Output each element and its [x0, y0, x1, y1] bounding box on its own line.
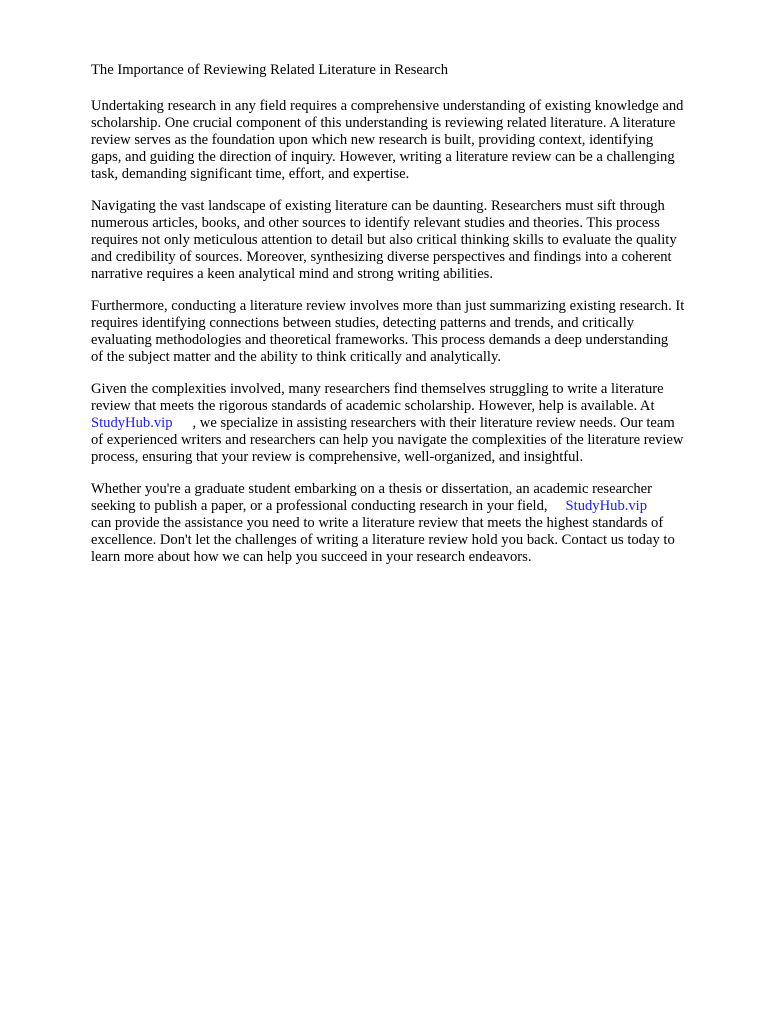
text-line: task, demanding significant time, effort, and expertise.	[91, 166, 410, 182]
studyhub-link[interactable]: StudyHub.vip	[91, 415, 173, 431]
text-line: can provide the assistance you need to write a literature review that meets the highest standards of	[91, 515, 664, 531]
paragraph-5	[91, 481, 731, 566]
text-line: scholarship. One crucial component of this understanding is reviewing related literature. A literature	[91, 115, 676, 131]
text-line	[91, 498, 731, 515]
paragraph-2	[91, 198, 731, 283]
text-line: numerous articles, books, and other sources to identify relevant studies and theories. This process	[91, 215, 660, 231]
text-line: Given the complexities involved, many researchers find themselves struggling to write a literature	[91, 381, 664, 397]
studyhub-link[interactable]: StudyHub.vip	[565, 498, 648, 514]
text-line	[91, 415, 731, 432]
text-line: of experienced writers and researchers can help you navigate the complexities of the literature review	[91, 432, 684, 448]
text-line: Undertaking research in any field requires a comprehensive understanding of existing knowledge and	[91, 98, 684, 114]
text-line: requires identifying connections between studies, detecting patterns and trends, and critically	[91, 315, 635, 331]
text-line: review serves as the foundation upon which new research is built, providing context, identifying	[91, 132, 654, 148]
text-fragment: seeking to publish a paper, or a professional conducting research in your field,	[91, 498, 548, 514]
document-title: The Importance of Reviewing Related Literature in Research	[91, 62, 448, 78]
text-line: evaluating methodologies and theoretical frameworks. This process demands a deep understanding	[91, 332, 669, 348]
text-line: review that meets the rigorous standards of academic scholarship. However, help is available. At	[91, 398, 655, 414]
text-line: Whether you're a graduate student embarking on a thesis or dissertation, an academic researcher	[91, 481, 653, 497]
text-line: of the subject matter and the ability to think critically and analytically.	[91, 349, 501, 365]
paragraph-3	[91, 298, 731, 366]
text-line: and credibility of sources. Moreover, synthesizing diverse perspectives and findings into a coherent	[91, 249, 672, 265]
paragraph-1	[91, 98, 731, 183]
text-fragment: , we specialize in assisting researchers with their literature review needs. Our team	[192, 415, 675, 431]
text-line: Furthermore, conducting a literature review involves more than just summarizing existing research. It	[91, 298, 685, 314]
text-line: Navigating the vast landscape of existing literature can be daunting. Researchers must sift through	[91, 198, 665, 214]
text-line: narrative requires a keen analytical mind and strong writing abilities.	[91, 266, 494, 282]
text-line: learn more about how we can help you succeed in your research endeavors.	[91, 549, 532, 565]
text-line: gaps, and guiding the direction of inquiry. However, writing a literature review can be a challenging	[91, 149, 675, 165]
text-line: excellence. Don't let the challenges of writing a literature review hold you back. Contact us today to	[91, 532, 675, 548]
paragraph-4	[91, 381, 731, 466]
text-line: requires not only meticulous attention to detail but also critical thinking skills to evaluate the quality	[91, 232, 677, 248]
text-line: process, ensuring that your review is comprehensive, well-organized, and insightful.	[91, 449, 584, 465]
document-page	[91, 59, 731, 581]
